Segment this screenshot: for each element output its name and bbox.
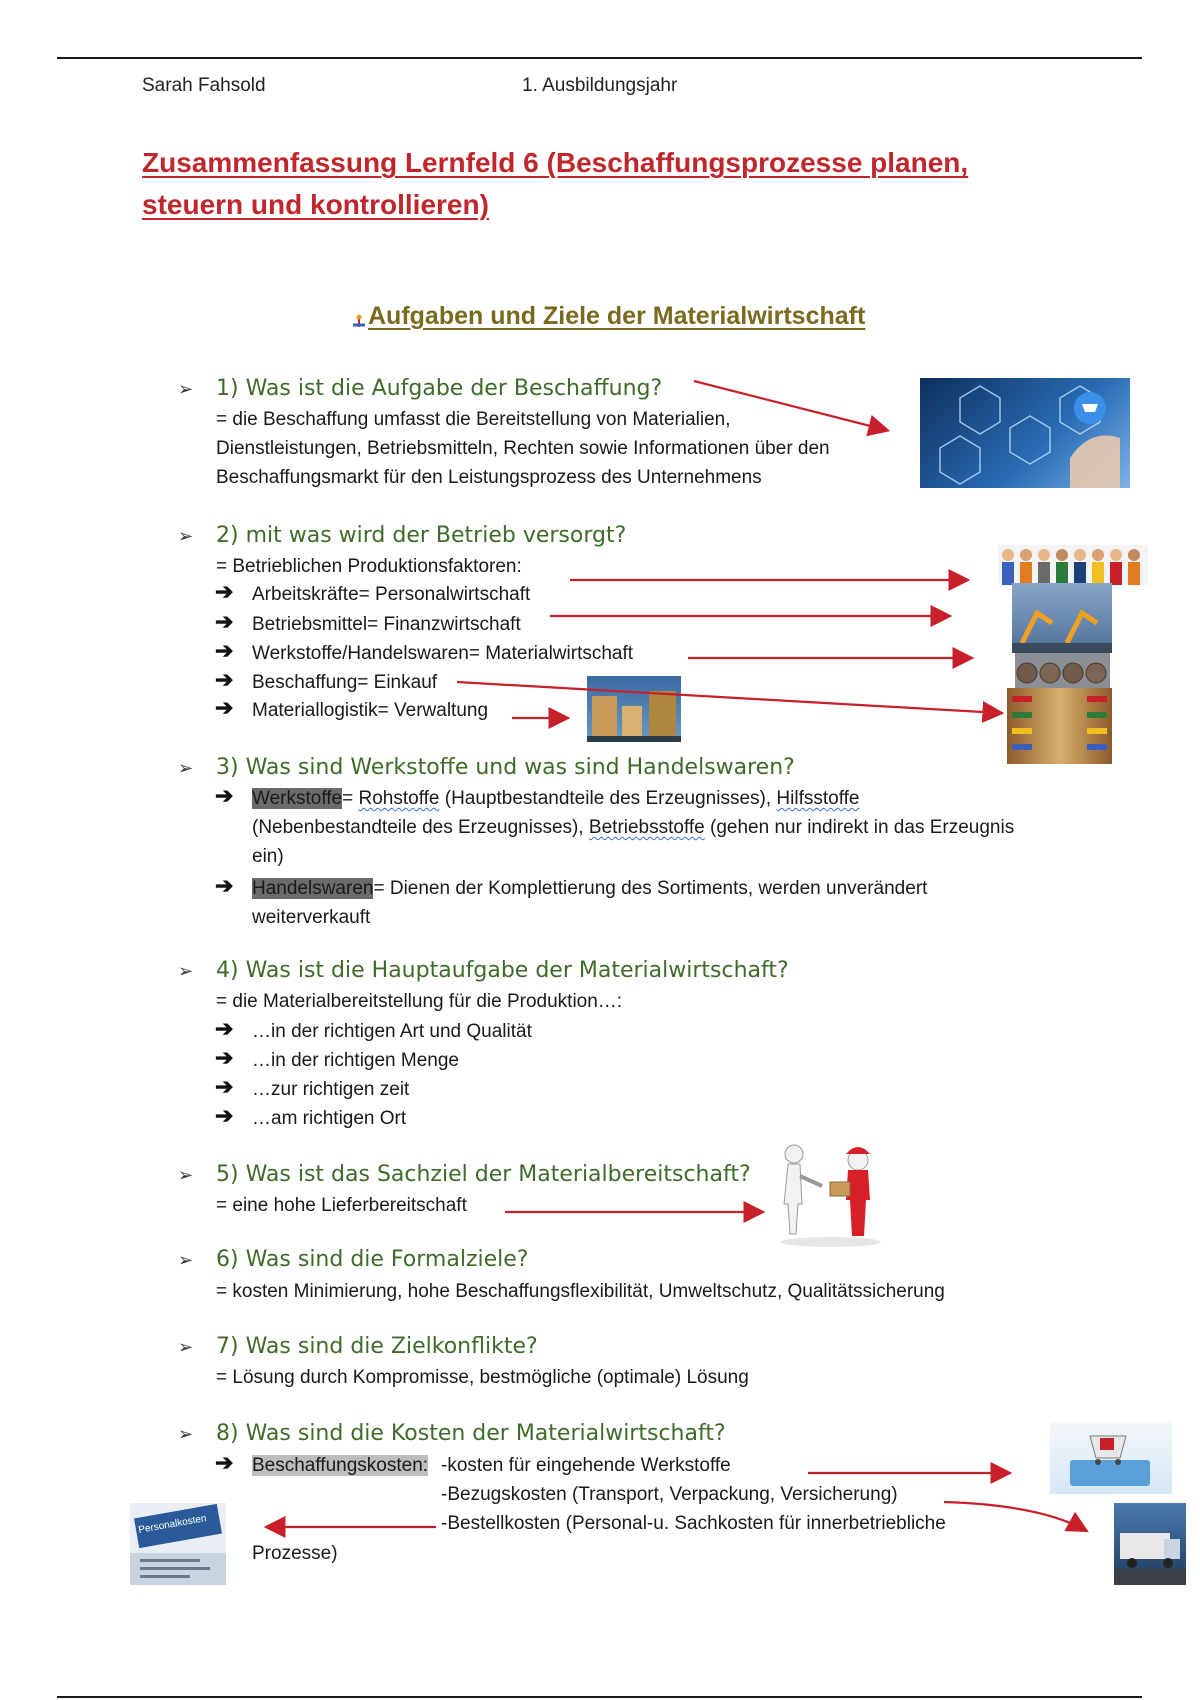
highlight-term: Werkstoffe <box>252 788 343 809</box>
bullet-arrow-icon: ➢ <box>178 1250 194 1271</box>
q2-item: Betriebsmittel= Finanzwirtschaft <box>252 614 521 635</box>
werkstoffe-definition: Werkstoffe= Rohstoffe (Hauptbestandteile des Erzeugnisses), Hilfsstoffe (Nebenbestandteile des Erzeugnisses), Betriebsstoffe (gehen nur indirekt in das Erzeugnis ein) <box>252 788 1015 867</box>
q4-item: …zur richtigen zeit <box>252 1079 410 1100</box>
question-3: ➢ 3) Was sind Werkstoffe und was sind Handelswaren? <box>178 755 795 780</box>
arrow-icon: ➔ <box>215 1045 234 1070</box>
q2-item: Arbeitskräfte= Personalwirtschaft <box>252 584 531 605</box>
arrow-icon: ➔ <box>215 609 234 634</box>
q7-answer: = Lösung durch Kompromisse, bestmögliche (optimale) Lösung <box>216 1367 749 1388</box>
beschaffungskosten-term: Beschaffungskosten: <box>252 1455 429 1476</box>
title-line-2: steuern und kontrollieren) <box>142 189 489 220</box>
question-2: ➢ 2) mit was wird der Betrieb versorgt? <box>178 523 627 548</box>
handelswaren-definition: Handelswaren= Dienen der Komplettierung des Sortiments, werden unverändert weiterverkauft <box>252 878 928 928</box>
personnel-costs-sign-text: Personalkosten <box>137 1513 208 1536</box>
arrow-icon: ➔ <box>215 873 234 898</box>
question-8: ➢ 8) Was sind die Kosten der Materialwirtschaft? <box>178 1421 726 1446</box>
arrow-icon: ➔ <box>215 1016 234 1041</box>
arrow-line <box>694 381 886 430</box>
cost-line: -Bestellkosten (Personal-u. Sachkosten für innerbetriebliche <box>441 1513 946 1534</box>
bullet-arrow-icon: ➢ <box>178 758 194 779</box>
bullet-arrow-icon: ➢ <box>178 1424 194 1445</box>
bullet-arrow-icon: ➢ <box>178 379 194 400</box>
author-name: Sarah Fahsold <box>142 75 266 96</box>
cost-line: -kosten für eingehende Werkstoffe <box>441 1455 731 1476</box>
cost-line: -Bezugskosten (Transport, Verpackung, Versicherung) <box>441 1484 898 1505</box>
section-heading: Aufgaben und Ziele der Materialwirtschaft <box>368 302 866 330</box>
q2-intro: = Betrieblichen Produktionsfaktoren: <box>216 556 522 577</box>
bullet-arrow-icon: ➢ <box>178 526 194 547</box>
q4-item: …am richtigen Ort <box>252 1108 407 1129</box>
bullet-arrow-icon: ➢ <box>178 961 194 982</box>
bullet-arrow-icon: ➢ <box>178 1337 194 1358</box>
question-7: ➢ 7) Was sind die Zielkonflikte? <box>178 1334 538 1359</box>
q2-item: Materiallogistik= Verwaltung <box>252 700 489 721</box>
highlight-term: Handelswaren <box>252 878 374 899</box>
arrow-icon: ➔ <box>215 579 234 604</box>
arrow-icon: ➔ <box>215 638 234 663</box>
arrow-line <box>457 682 1000 713</box>
q4-intro: = die Materialbereitstellung für die Produktion…: <box>216 991 623 1012</box>
q6-answer: = kosten Minimierung, hohe Beschaffungsflexibilität, Umweltschutz, Qualitätssicherung <box>216 1281 945 1302</box>
q4-item: …in der richtigen Menge <box>252 1050 459 1071</box>
question-5: ➢ 5) Was ist das Sachziel der Materialbereitschaft? <box>178 1162 751 1187</box>
arrow-icon: ➔ <box>215 1074 234 1099</box>
q5-answer: = eine hohe Lieferbereitschaft <box>216 1195 467 1216</box>
title-line-1: Zusammenfassung Lernfeld 6 (Beschaffungsprozesse planen, <box>142 147 969 178</box>
arrow-icon: ➔ <box>215 695 234 720</box>
q1-answer: = die Beschaffung umfasst die Bereitstellung von Materialien, Dienstleistungen, Betriebsmitteln, Rechten sowie Informationen über den Beschaffungsmarkt für den Leistungsprozess des Unternehmens <box>216 409 830 488</box>
question-6: ➢ 6) Was sind die Formalziele? <box>178 1247 529 1272</box>
question-4: ➢ 4) Was ist die Hauptaufgabe der Materialwirtschaft? <box>178 958 789 983</box>
cost-line-continuation: Prozesse) <box>252 1543 338 1564</box>
arrow-line <box>944 1502 1085 1530</box>
q4-item: …in der richtigen Art und Qualität <box>252 1021 532 1042</box>
arrow-icon: ➔ <box>215 783 234 808</box>
q2-item: Beschaffung= Einkauf <box>252 672 438 693</box>
q2-item: Werkstoffe/Handelswaren= Materialwirtschaft <box>252 643 634 664</box>
bullet-arrow-icon: ➢ <box>178 1165 194 1186</box>
arrow-icon: ➔ <box>215 1103 234 1128</box>
arrow-icon: ➔ <box>215 1450 234 1475</box>
question-1: ➢ 1) Was ist die Aufgabe der Beschaffung? <box>178 376 663 401</box>
training-year: 1. Ausbildungsjahr <box>522 75 678 96</box>
arrow-icon: ➔ <box>215 667 234 692</box>
